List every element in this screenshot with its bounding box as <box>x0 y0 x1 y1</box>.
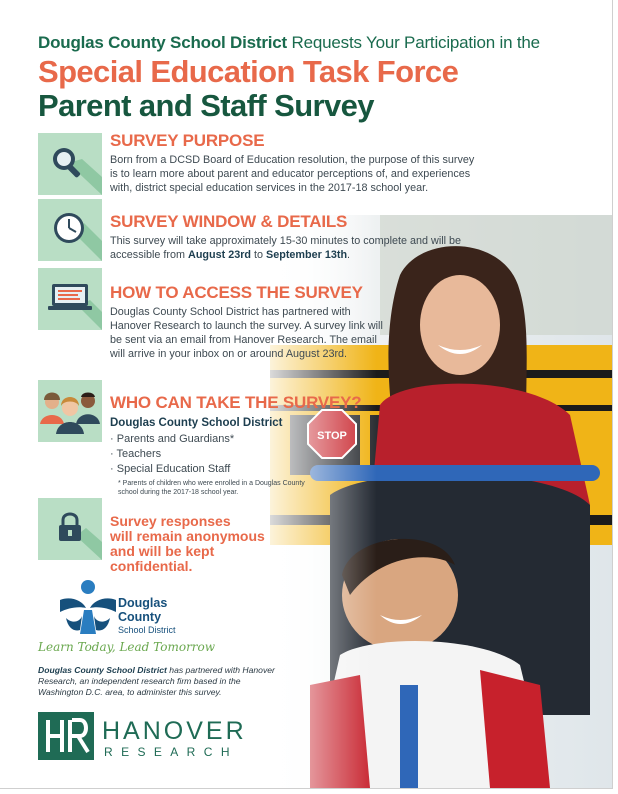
laptop-icon <box>38 268 102 330</box>
partner-text: has partnered with Hanover Research, an independent research firm based in the Washington D.C. area, to administer this survey. <box>38 665 275 697</box>
partner-statement <box>38 665 278 698</box>
who-bullet-text: Teachers <box>116 448 162 460</box>
access-text: Douglas County School District has partnered with Hanover Research to launch the survey. A survey link will be sent via an email from Hanover Research. The email will arrive in your inbox on or around August 23rd. <box>110 306 383 360</box>
padlock-icon <box>38 498 102 560</box>
access-title: HOW TO ACCESS THE SURVEY <box>110 283 363 302</box>
clock-icon <box>38 199 102 261</box>
window-end-date: September 13th <box>266 249 348 261</box>
hanover-research-word: RESEARCH <box>104 745 238 759</box>
who-bullet-text: Parents and Guardians* <box>116 433 235 445</box>
hanover-hr-mark <box>38 712 94 760</box>
anon-line: and will be kept <box>110 543 215 559</box>
window-title: SURVEY WINDOW & DETAILS <box>110 212 348 231</box>
purpose-text: Born from a DCSD Board of Education resolution, the purpose of this survey is to learn more about parent and educator perceptions of, and experiences with, district special education services in the 2017-18 school year. <box>110 154 475 194</box>
window-text-tail: . <box>347 249 351 261</box>
header-request: Requests Your Participation in the <box>287 33 540 52</box>
purpose-title: SURVEY PURPOSE <box>110 131 265 150</box>
title-line-2: Parent and Staff Survey <box>38 88 374 123</box>
header-org: Douglas County School District <box>38 33 288 52</box>
anon-line: Survey responses <box>110 513 231 529</box>
window-text-mid: to <box>251 249 267 261</box>
logo-text-county: County <box>118 610 162 624</box>
title-line-1: Special Education Task Force <box>38 54 459 89</box>
who-bullet: · Teachers <box>110 448 162 460</box>
window-text <box>110 234 510 262</box>
hanover-wordmark: HANOVER <box>102 717 247 745</box>
window-start-date: August 23rd <box>188 249 252 261</box>
window-text-pre: This survey will take approximately 15-30 minutes to complete and will be accessible from <box>110 235 462 261</box>
magnifier-icon <box>38 133 102 195</box>
people-icon <box>38 380 102 442</box>
who-subtitle: Douglas County School District <box>110 417 283 429</box>
who-bullet-text: Special Education Staff <box>116 463 231 475</box>
logo-text-school-district: School District <box>118 625 176 635</box>
who-footnote: * Parents of children who were enrolled in a Douglas County school during the 2017-18 school year. <box>118 480 305 496</box>
logo-text-douglas: Douglas <box>118 596 168 610</box>
who-title: WHO CAN TAKE THE SURVEY? <box>110 393 362 412</box>
who-bullet: · Special Education Staff <box>110 463 231 475</box>
logo-tagline: Learn Today, Lead Tomorrow <box>38 640 216 654</box>
who-bullet: · Parents and Guardians* <box>110 433 235 445</box>
anon-line: confidential. <box>110 558 193 574</box>
header-line <box>38 33 540 53</box>
anonymous-notice <box>110 514 265 574</box>
partner-org: Douglas County School District <box>38 665 167 675</box>
anon-line: will remain anonymous <box>110 528 265 544</box>
